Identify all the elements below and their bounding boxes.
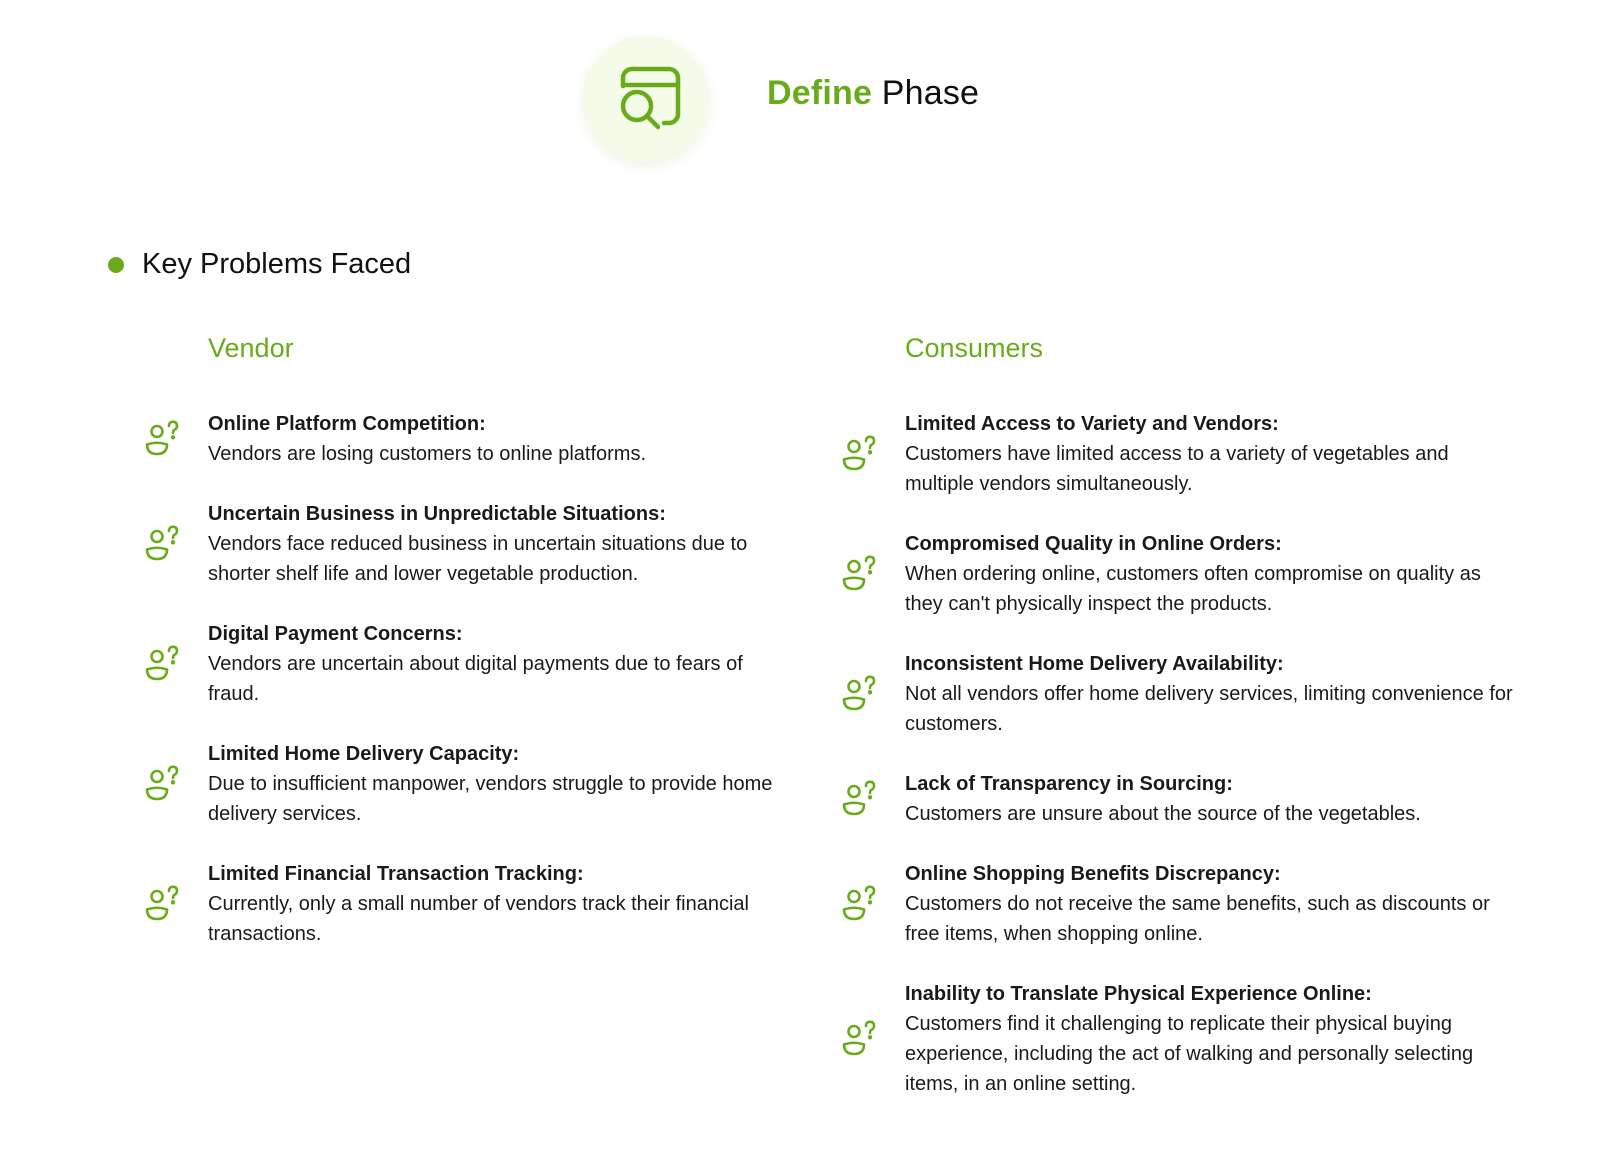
list-item	[841, 409, 1521, 499]
problem-title: Compromised Quality in Online Orders:	[905, 533, 1282, 555]
list-item-text	[905, 409, 1521, 499]
vendor-column	[144, 330, 794, 979]
problem-description: Customers are unsure about the source of the vegetables.	[905, 803, 1421, 825]
user-question-icon	[144, 420, 182, 458]
list-item	[841, 649, 1521, 739]
vendor-problem-list	[144, 409, 794, 949]
problem-description: Vendors are uncertain about digital payments due to fears of fraud.	[208, 653, 743, 705]
list-item-text	[208, 739, 794, 829]
list-item-text	[905, 649, 1521, 739]
list-item	[841, 529, 1521, 619]
list-item	[841, 979, 1521, 1099]
consumers-problem-list	[841, 409, 1521, 1099]
problem-description: Customers have limited access to a variety of vegetables and multiple vendors simultaneously.	[905, 443, 1449, 495]
problem-description: Due to insufficient manpower, vendors struggle to provide home delivery services.	[208, 773, 773, 825]
user-question-icon	[841, 555, 879, 593]
browser-search-icon	[609, 64, 683, 134]
list-item-text	[208, 619, 794, 709]
problem-title: Uncertain Business in Unpredictable Situations:	[208, 503, 666, 525]
list-item-text	[208, 499, 794, 589]
consumers-column-title: Consumers	[905, 333, 1044, 363]
list-item	[144, 739, 794, 829]
section-title: Key Problems Faced	[142, 248, 412, 280]
problem-title: Limited Home Delivery Capacity:	[208, 743, 520, 765]
vendor-column-title: Vendor	[208, 333, 294, 363]
problem-title: Digital Payment Concerns:	[208, 623, 463, 645]
problem-description: Not all vendors offer home delivery services, limiting convenience for customers.	[905, 683, 1513, 735]
header-icon-badge	[583, 36, 709, 162]
user-question-icon	[841, 1020, 879, 1058]
list-item	[841, 859, 1521, 949]
user-question-icon	[144, 645, 182, 683]
list-item	[144, 499, 794, 589]
user-question-icon	[144, 885, 182, 923]
bullet-dot-icon	[108, 257, 124, 273]
problem-title: Online Platform Competition:	[208, 413, 486, 435]
problem-title: Limited Financial Transaction Tracking:	[208, 863, 584, 885]
page-title	[767, 74, 979, 113]
problem-title: Inability to Translate Physical Experience Online:	[905, 983, 1372, 1005]
list-item	[144, 859, 794, 949]
list-item-text	[905, 859, 1521, 949]
problem-title: Limited Access to Variety and Vendors:	[905, 413, 1279, 435]
user-question-icon	[841, 435, 879, 473]
page-header	[0, 0, 1600, 200]
user-question-icon	[841, 885, 879, 923]
problem-description: Currently, only a small number of vendors track their financial transactions.	[208, 893, 749, 945]
list-item	[841, 769, 1521, 829]
problem-description: When ordering online, customers often compromise on quality as they can't physically inspect the products.	[905, 563, 1481, 615]
problem-description: Customers find it challenging to replicate their physical buying experience, including the act of walking and personally selecting items, in an online setting.	[905, 1013, 1474, 1095]
page-title-rest: Phase	[872, 74, 980, 112]
problem-description: Customers do not receive the same benefits, such as discounts or free items, when shopping online.	[905, 893, 1490, 945]
user-question-icon	[144, 525, 182, 563]
page-title-accent: Define	[767, 74, 873, 112]
list-item-text	[905, 529, 1521, 619]
problem-title: Inconsistent Home Delivery Availability:	[905, 653, 1284, 675]
list-item-text	[905, 769, 1521, 829]
problem-description: Vendors are losing customers to online platforms.	[208, 443, 646, 465]
problem-title: Lack of Transparency in Sourcing:	[905, 773, 1233, 795]
user-question-icon	[841, 675, 879, 713]
list-item	[144, 409, 794, 469]
user-question-icon	[144, 765, 182, 803]
user-question-icon	[841, 780, 879, 818]
consumers-column	[841, 330, 1521, 1129]
list-item-text	[905, 979, 1521, 1099]
list-item-text	[208, 409, 794, 469]
problem-title: Online Shopping Benefits Discrepancy:	[905, 863, 1281, 885]
list-item	[144, 619, 794, 709]
problem-description: Vendors face reduced business in uncertain situations due to shorter shelf life and lower vegetable production.	[208, 533, 748, 585]
section-heading	[108, 248, 411, 281]
list-item-text	[208, 859, 794, 949]
